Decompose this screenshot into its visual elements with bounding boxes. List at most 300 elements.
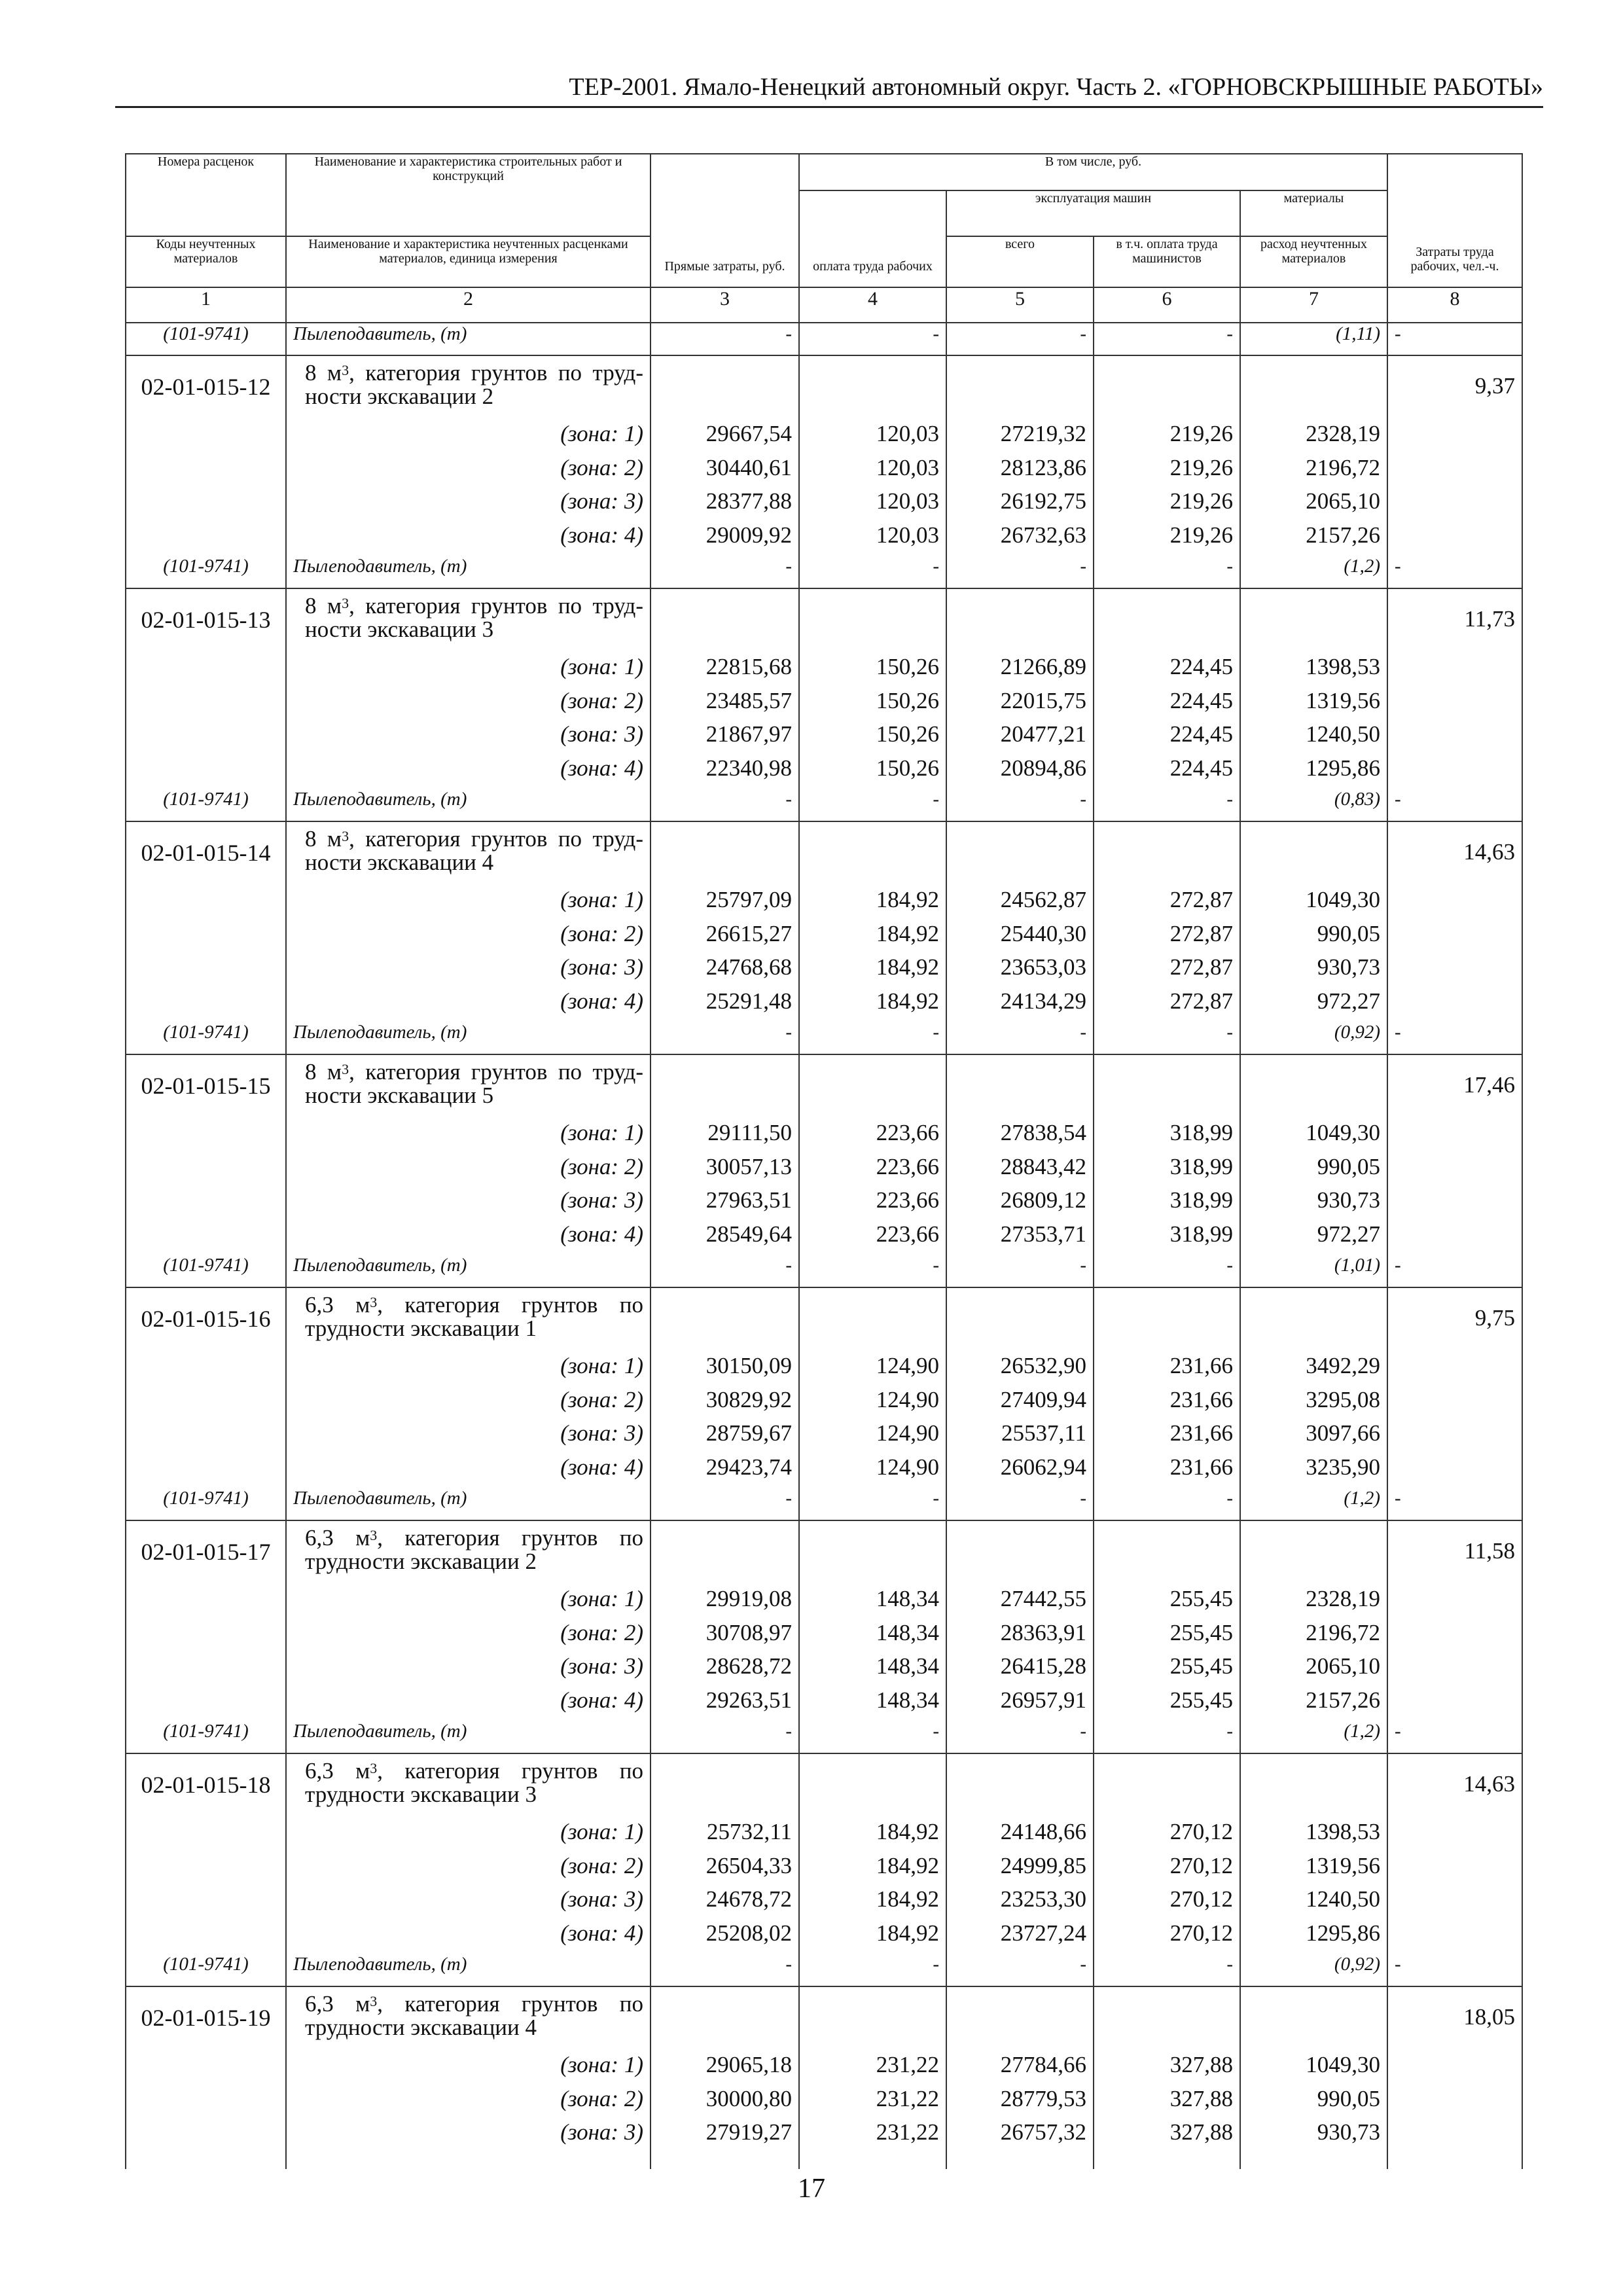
wages-value: 148,34 <box>799 1653 946 1687</box>
wages-value: 223,66 <box>799 1221 946 1255</box>
rate-row <box>126 355 1522 421</box>
wages-value: 150,26 <box>799 688 946 722</box>
material-quantity: (1,11) <box>1240 323 1387 355</box>
material-name: Пылеподавитель, (т) <box>286 1255 651 1287</box>
materials-value: 2328,19 <box>1240 1586 1387 1620</box>
empty-cell <box>126 721 286 755</box>
direct-costs-value: 30829,92 <box>651 1387 799 1421</box>
empty-cell <box>1094 588 1240 654</box>
materials-value: 990,05 <box>1240 1154 1387 1188</box>
materials-value: 3295,08 <box>1240 1387 1387 1421</box>
empty-cell <box>946 1520 1094 1586</box>
dash-cell: - <box>651 1255 799 1287</box>
wages-value: 148,34 <box>799 1687 946 1721</box>
empty-cell <box>126 1653 286 1687</box>
empty-cell <box>1387 2119 1522 2153</box>
empty-cell <box>1387 1819 1522 1853</box>
rate-description <box>286 1753 651 1819</box>
empty-cell <box>799 1520 946 1586</box>
rate-row <box>126 1753 1522 1819</box>
empty-cell <box>1387 1586 1522 1620</box>
zone-label: (зона: 4) <box>286 1920 651 1954</box>
zone-row <box>126 421 1522 455</box>
wages-value: 231,22 <box>799 2086 946 2120</box>
dash-cell: - <box>651 1488 799 1520</box>
rate-code: 02-01-015-15 <box>126 1054 286 1120</box>
empty-cell <box>1240 1753 1387 1819</box>
material-code: (101-9741) <box>126 323 286 355</box>
empty-cell <box>126 455 286 489</box>
rate-row <box>126 1986 1522 2052</box>
zone-label: (зона: 3) <box>286 954 651 988</box>
zone-label: (зона: 2) <box>286 921 651 955</box>
labor-cost: 17,46 <box>1387 1054 1522 1120</box>
operators-wages-value: 255,45 <box>1094 1653 1240 1687</box>
dash-cell: - <box>651 1721 799 1753</box>
empty-cell <box>651 1520 799 1586</box>
empty-cell <box>126 1920 286 1954</box>
empty-cell <box>126 488 286 522</box>
empty-cell <box>1387 1653 1522 1687</box>
direct-costs-value: 29009,92 <box>651 522 799 556</box>
zone-row <box>126 1120 1522 1154</box>
empty-cell <box>799 821 946 887</box>
materials-value: 3097,66 <box>1240 1420 1387 1454</box>
wages-value: 184,92 <box>799 988 946 1022</box>
dash-cell: - <box>1094 323 1240 355</box>
empty-cell <box>1240 588 1387 654</box>
unit-exponent: 3 <box>370 1294 378 1310</box>
zone-label: (зона: 2) <box>286 1853 651 1887</box>
wages-value: 231,22 <box>799 2119 946 2153</box>
empty-cell <box>1387 1221 1522 1255</box>
column-number: 6 <box>1094 287 1240 323</box>
zone-label: (зона: 3) <box>286 488 651 522</box>
empty-cell <box>126 1221 286 1255</box>
materials-value: 2328,19 <box>1240 421 1387 455</box>
empty-cell <box>126 1454 286 1488</box>
running-header: ТЕР-2001. Ямало-Ненецкий автономный округ. Часть 2. «ГОРНОВСКРЫШНЫЕ РАБОТЫ» <box>569 73 1543 101</box>
materials-value: 2065,10 <box>1240 1653 1387 1687</box>
zone-label: (зона: 4) <box>286 755 651 789</box>
empty-cell <box>1387 1387 1522 1421</box>
zone-row <box>126 1187 1522 1221</box>
operators-wages-value: 270,12 <box>1094 1819 1240 1853</box>
zone-row <box>126 721 1522 755</box>
empty-cell <box>126 1353 286 1387</box>
operators-wages-value: 272,87 <box>1094 921 1240 955</box>
unit-text: 8 м <box>305 593 342 619</box>
direct-costs-value: 25732,11 <box>651 1819 799 1853</box>
material-name: Пылеподавитель, (т) <box>286 789 651 821</box>
unit-text: 6,3 м <box>305 1525 370 1551</box>
zone-label: (зона: 4) <box>286 1687 651 1721</box>
rate-description <box>286 1986 651 2052</box>
wages-value: 184,92 <box>799 1819 946 1853</box>
material-quantity: (1,01) <box>1240 1255 1387 1287</box>
col2-top-header: Наименование и характеристика строительных работ и конструкций <box>286 154 651 236</box>
direct-costs-value: 30708,97 <box>651 1620 799 1654</box>
zone-row <box>126 2052 1522 2086</box>
empty-cell <box>126 1620 286 1654</box>
materials-value: 2157,26 <box>1240 1687 1387 1721</box>
dash-cell: - <box>1094 1255 1240 1287</box>
materials-value: 930,73 <box>1240 1187 1387 1221</box>
column-number: 2 <box>286 287 651 323</box>
empty-cell <box>651 1753 799 1819</box>
direct-costs-value: 29111,50 <box>651 1120 799 1154</box>
materials-value: 2196,72 <box>1240 1620 1387 1654</box>
empty-cell <box>1387 2052 1522 2086</box>
machines-total-value: 20477,21 <box>946 721 1094 755</box>
dash-cell: - <box>651 323 799 355</box>
wages-value: 120,03 <box>799 488 946 522</box>
direct-costs-value: 30150,09 <box>651 1353 799 1387</box>
wages-value: 124,90 <box>799 1454 946 1488</box>
direct-costs-value: 22340,98 <box>651 755 799 789</box>
zone-label: (зона: 4) <box>286 988 651 1022</box>
operators-wages-value: 224,45 <box>1094 654 1240 688</box>
category-text: , категория грунтов по <box>377 1758 643 1784</box>
machines-total-value: 23653,03 <box>946 954 1094 988</box>
material-code: (101-9741) <box>126 1954 286 1986</box>
empty-cell <box>946 821 1094 887</box>
machines-header: эксплуатация машин <box>946 190 1240 236</box>
zone-label: (зона: 2) <box>286 1154 651 1188</box>
operators-wages-value: 219,26 <box>1094 488 1240 522</box>
empty-cell <box>1094 1520 1240 1586</box>
dash-cell: - <box>799 1255 946 1287</box>
empty-cell <box>126 2052 286 2086</box>
zone-label: (зона: 2) <box>286 1620 651 1654</box>
rate-code: 02-01-015-14 <box>126 821 286 887</box>
dash-cell: - <box>1094 1022 1240 1054</box>
zone-label: (зона: 2) <box>286 688 651 722</box>
zone-row <box>126 988 1522 1022</box>
wages-value: 150,26 <box>799 654 946 688</box>
zone-row <box>126 1620 1522 1654</box>
materials-value: 1049,30 <box>1240 2052 1387 2086</box>
empty-cell <box>1387 1687 1522 1721</box>
machines-total-header: всего <box>946 236 1094 287</box>
rate-code: 02-01-015-17 <box>126 1520 286 1586</box>
empty-cell <box>126 921 286 955</box>
dash-cell: - <box>1387 1255 1522 1287</box>
zone-row <box>126 1221 1522 1255</box>
empty-cell <box>1387 988 1522 1022</box>
column-number: 1 <box>126 287 286 323</box>
category-text: , категория грунтов по труд- <box>349 593 643 619</box>
empty-cell <box>799 355 946 421</box>
empty-cell <box>1240 1520 1387 1586</box>
operators-wages-value: 255,45 <box>1094 1620 1240 1654</box>
empty-cell <box>126 1819 286 1853</box>
operators-wages-value: 231,66 <box>1094 1420 1240 1454</box>
zone-label: (зона: 1) <box>286 1819 651 1853</box>
direct-costs-value: 26615,27 <box>651 921 799 955</box>
unit-exponent: 3 <box>342 595 349 611</box>
empty-cell <box>1094 355 1240 421</box>
col1-bottom-header: Коды неучтенных материалов <box>126 236 286 287</box>
direct-costs-value: 30057,13 <box>651 1154 799 1188</box>
rate-code: 02-01-015-18 <box>126 1753 286 1819</box>
category-line2: трудности экскавации 2 <box>305 1549 537 1574</box>
rate-description <box>286 821 651 887</box>
empty-cell <box>1240 1054 1387 1120</box>
operators-wages-value: 224,45 <box>1094 721 1240 755</box>
machines-total-value: 26415,28 <box>946 1653 1094 1687</box>
empty-cell <box>126 1687 286 1721</box>
machines-total-value: 27219,32 <box>946 421 1094 455</box>
empty-cell <box>1387 688 1522 722</box>
zone-label: (зона: 1) <box>286 1120 651 1154</box>
empty-cell <box>1387 887 1522 921</box>
material-row <box>126 1488 1522 1520</box>
zone-label: (зона: 1) <box>286 1586 651 1620</box>
category-text: , категория грунтов по труд- <box>349 826 643 852</box>
empty-cell <box>126 1387 286 1421</box>
empty-cell <box>946 1054 1094 1120</box>
zone-row <box>126 755 1522 789</box>
empty-cell <box>651 1287 799 1353</box>
direct-costs-value: 27963,51 <box>651 1187 799 1221</box>
empty-cell <box>1387 421 1522 455</box>
dash-cell: - <box>1387 1488 1522 1520</box>
unit-text: 6,3 м <box>305 1758 370 1784</box>
column-number: 8 <box>1387 287 1522 323</box>
zone-row <box>126 1420 1522 1454</box>
operators-wages-value: 272,87 <box>1094 887 1240 921</box>
empty-cell <box>1094 821 1240 887</box>
operators-wages-header: в т.ч. оплата труда машинистов <box>1094 236 1240 287</box>
materials-value: 990,05 <box>1240 921 1387 955</box>
column-number: 5 <box>946 287 1094 323</box>
operators-wages-value: 224,45 <box>1094 688 1240 722</box>
material-name: Пылеподавитель, (т) <box>286 556 651 588</box>
wages-value: 124,90 <box>799 1420 946 1454</box>
category-line2: трудности экскавации 1 <box>305 1316 537 1341</box>
empty-cell <box>946 1287 1094 1353</box>
dash-cell: - <box>799 1721 946 1753</box>
materials-value: 1240,50 <box>1240 1886 1387 1920</box>
labor-cost: 14,63 <box>1387 1753 1522 1819</box>
zone-row <box>126 1886 1522 1920</box>
empty-cell <box>799 2153 946 2169</box>
wages-value: 184,92 <box>799 954 946 988</box>
wages-value: 223,66 <box>799 1154 946 1188</box>
rate-description <box>286 1287 651 1353</box>
material-quantity: (0,92) <box>1240 1022 1387 1054</box>
dash-cell: - <box>799 1022 946 1054</box>
empty-cell <box>1094 1287 1240 1353</box>
operators-wages-value: 318,99 <box>1094 1187 1240 1221</box>
empty-cell <box>1240 2153 1387 2169</box>
zone-label: (зона: 1) <box>286 654 651 688</box>
materials-value: 930,73 <box>1240 2119 1387 2153</box>
empty-cell <box>286 2153 651 2169</box>
empty-cell <box>946 2153 1094 2169</box>
direct-costs-value: 25208,02 <box>651 1920 799 1954</box>
category-line2: ности экскавации 2 <box>305 384 494 409</box>
direct-costs-value: 28759,67 <box>651 1420 799 1454</box>
empty-cell <box>126 688 286 722</box>
labor-cost: 9,37 <box>1387 355 1522 421</box>
empty-cell <box>1387 1886 1522 1920</box>
dash-cell: - <box>1094 1721 1240 1753</box>
dash-cell: - <box>1387 323 1522 355</box>
empty-cell <box>126 1120 286 1154</box>
empty-cell <box>651 821 799 887</box>
machines-total-value: 23727,24 <box>946 1920 1094 1954</box>
labor-cost: 11,58 <box>1387 1520 1522 1586</box>
zone-row <box>126 654 1522 688</box>
wages-value: 148,34 <box>799 1620 946 1654</box>
dash-cell: - <box>1387 556 1522 588</box>
direct-costs-value: 24678,72 <box>651 1886 799 1920</box>
operators-wages-value: 255,45 <box>1094 1586 1240 1620</box>
zone-label: (зона: 1) <box>286 887 651 921</box>
empty-cell <box>1240 821 1387 887</box>
empty-cell <box>1387 2086 1522 2120</box>
direct-costs-value: 22815,68 <box>651 654 799 688</box>
dash-cell: - <box>946 1255 1094 1287</box>
unit-text: 6,3 м <box>305 1991 370 2017</box>
empty-cell <box>799 1287 946 1353</box>
empty-cell <box>651 2153 799 2169</box>
machines-total-value: 26192,75 <box>946 488 1094 522</box>
category-line2: ности экскавации 3 <box>305 617 494 642</box>
materials-value: 972,27 <box>1240 1221 1387 1255</box>
machines-total-value: 28363,91 <box>946 1620 1094 1654</box>
unit-exponent: 3 <box>342 1061 349 1077</box>
material-code: (101-9741) <box>126 789 286 821</box>
empty-cell <box>1387 1454 1522 1488</box>
materials-value: 1398,53 <box>1240 654 1387 688</box>
direct-costs-value: 29667,54 <box>651 421 799 455</box>
dash-cell: - <box>1094 789 1240 821</box>
empty-cell <box>1240 1986 1387 2052</box>
material-name: Пылеподавитель, (т) <box>286 1954 651 1986</box>
operators-wages-value: 270,12 <box>1094 1853 1240 1887</box>
dash-cell: - <box>1094 556 1240 588</box>
zone-row <box>126 887 1522 921</box>
direct-costs-value: 29919,08 <box>651 1586 799 1620</box>
empty-cell <box>1240 1287 1387 1353</box>
materials-value: 1319,56 <box>1240 688 1387 722</box>
labor-cost: 9,75 <box>1387 1287 1522 1353</box>
direct-costs-value: 28549,64 <box>651 1221 799 1255</box>
materials-value: 1049,30 <box>1240 1120 1387 1154</box>
dash-cell: - <box>946 1022 1094 1054</box>
empty-cell <box>946 1753 1094 1819</box>
machines-total-value: 23253,30 <box>946 1886 1094 1920</box>
category-line2: ности экскавации 5 <box>305 1083 494 1108</box>
labor-cost: 14,63 <box>1387 821 1522 887</box>
empty-cell <box>126 1420 286 1454</box>
dash-cell: - <box>946 1954 1094 1986</box>
zone-row <box>126 2119 1522 2153</box>
machines-total-value: 21266,89 <box>946 654 1094 688</box>
materials-value: 2065,10 <box>1240 488 1387 522</box>
wages-value: 124,90 <box>799 1353 946 1387</box>
zone-row <box>126 488 1522 522</box>
zone-label: (зона: 4) <box>286 1221 651 1255</box>
materials-value: 3492,29 <box>1240 1353 1387 1387</box>
col2-bottom-header: Наименование и характеристика неучтенных расценками материалов, единица измерения <box>286 236 651 287</box>
empty-cell <box>946 1986 1094 2052</box>
zone-row <box>126 1154 1522 1188</box>
empty-cell <box>799 1753 946 1819</box>
operators-wages-value: 231,66 <box>1094 1454 1240 1488</box>
category-text: , категория грунтов по труд- <box>349 1059 643 1085</box>
empty-cell <box>126 1154 286 1188</box>
operators-wages-value: 327,88 <box>1094 2086 1240 2120</box>
labor-cost: 11,73 <box>1387 588 1522 654</box>
material-row <box>126 556 1522 588</box>
machines-total-value: 20894,86 <box>946 755 1094 789</box>
labor-costs-header: Затраты труда рабочих, чел.-ч. <box>1387 154 1522 287</box>
materials-value: 972,27 <box>1240 988 1387 1022</box>
price-table <box>125 153 1523 2169</box>
machines-total-value: 28123,86 <box>946 455 1094 489</box>
empty-cell <box>1387 721 1522 755</box>
zone-label: (зона: 4) <box>286 1454 651 1488</box>
material-row <box>126 789 1522 821</box>
machines-total-value: 26062,94 <box>946 1454 1094 1488</box>
operators-wages-value: 219,26 <box>1094 421 1240 455</box>
dash-cell: - <box>799 1488 946 1520</box>
operators-wages-value: 318,99 <box>1094 1221 1240 1255</box>
materials-value: 1295,86 <box>1240 1920 1387 1954</box>
zone-label: (зона: 3) <box>286 2119 651 2153</box>
empty-cell <box>1387 1420 1522 1454</box>
zone-row <box>126 954 1522 988</box>
empty-cell <box>1387 522 1522 556</box>
empty-cell <box>126 2153 286 2169</box>
zone-row <box>126 455 1522 489</box>
material-quantity: (0,92) <box>1240 1954 1387 1986</box>
zone-row <box>126 1687 1522 1721</box>
unit-text: 8 м <box>305 1059 342 1085</box>
material-name: Пылеподавитель, (т) <box>286 1488 651 1520</box>
machines-total-value: 27838,54 <box>946 1120 1094 1154</box>
empty-cell <box>1387 921 1522 955</box>
wages-value: 184,92 <box>799 1920 946 1954</box>
empty-cell <box>946 355 1094 421</box>
dash-cell: - <box>799 1954 946 1986</box>
dash-cell: - <box>1387 1954 1522 1986</box>
material-quantity: (1,2) <box>1240 556 1387 588</box>
including-header: В том числе, руб. <box>799 154 1387 190</box>
material-row <box>126 1255 1522 1287</box>
unit-text: 8 м <box>305 360 342 386</box>
dash-cell: - <box>1094 1954 1240 1986</box>
rate-code: 02-01-015-16 <box>126 1287 286 1353</box>
empty-cell <box>1387 488 1522 522</box>
material-quantity: (1,2) <box>1240 1721 1387 1753</box>
zone-label: (зона: 2) <box>286 1387 651 1421</box>
machines-total-value: 26732,63 <box>946 522 1094 556</box>
empty-cell <box>126 1853 286 1887</box>
machines-total-value: 27409,94 <box>946 1387 1094 1421</box>
empty-cell <box>1094 2153 1240 2169</box>
empty-cell <box>651 588 799 654</box>
zone-label: (зона: 4) <box>286 522 651 556</box>
dash-cell: - <box>946 1488 1094 1520</box>
dash-cell: - <box>946 789 1094 821</box>
operators-wages-value: 327,88 <box>1094 2052 1240 2086</box>
materials-value: 930,73 <box>1240 954 1387 988</box>
